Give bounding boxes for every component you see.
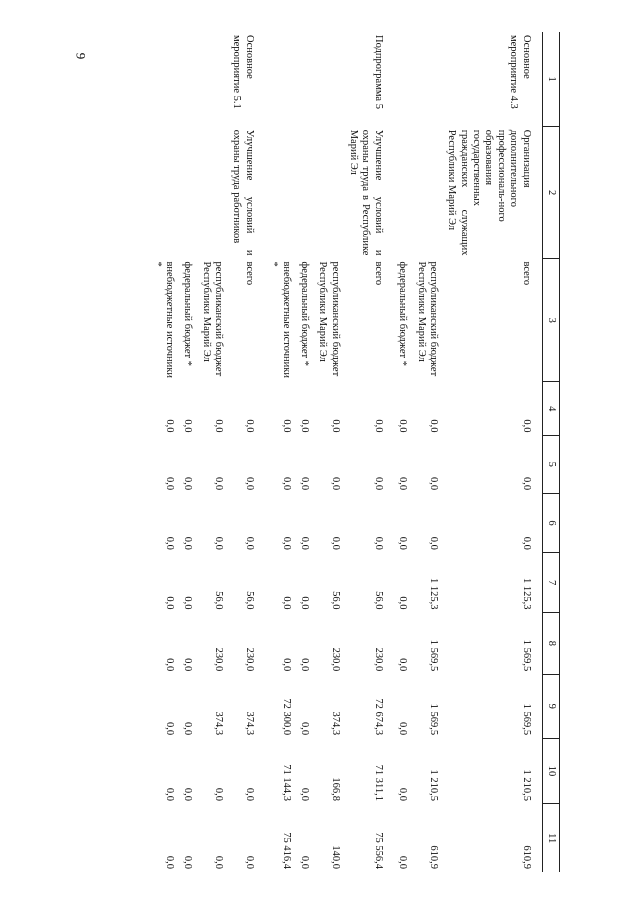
measure-cell	[314, 32, 345, 127]
value-cell: 1 569,5	[428, 639, 439, 672]
description-cell	[197, 127, 228, 259]
value-cell: 0,0	[213, 419, 225, 433]
source-cell: республиканский бюджет Республики Марий Эл	[200, 261, 225, 377]
description-cell	[296, 127, 314, 259]
value-cell: 56,0	[213, 591, 225, 610]
value-cell: 0,0	[243, 536, 255, 550]
source-cell: федеральный бюджет *	[182, 261, 194, 366]
value-cell: 0,0	[372, 419, 384, 433]
value-cell: 0,0	[182, 721, 194, 736]
description-cell: Организация дополнительного профессиональ-ного образования государственных гражданских служащих Республики Марий Эл	[446, 129, 532, 256]
value-cell: 0,0	[164, 855, 175, 869]
value-cell: 0,0	[520, 477, 532, 491]
value-cell: 0,0	[372, 477, 384, 491]
value-cell: 1 125,3	[520, 578, 532, 610]
measure-cell	[179, 32, 197, 127]
value-cell: 0,0	[397, 596, 409, 610]
description-cell	[412, 127, 443, 259]
value-cell: 0,0	[182, 477, 194, 491]
value-cell: 56,0	[243, 591, 255, 610]
description-cell	[265, 127, 296, 259]
table-row	[265, 32, 296, 872]
value-cell: 374,3	[243, 711, 255, 736]
value-cell: 0,0	[329, 536, 341, 550]
source-cell: всего	[520, 261, 532, 286]
measure-cell	[412, 32, 443, 127]
value-cell: 0,0	[164, 536, 175, 550]
value-cell: 0,0	[243, 477, 255, 491]
value-cell: 0,0	[428, 536, 439, 550]
value-cell: 0,0	[299, 721, 310, 736]
measure-cell: Основное мероприятие 5.1	[231, 35, 255, 109]
source-cell: всего	[243, 261, 255, 286]
value-cell: 0,0	[397, 721, 409, 736]
measure-cell	[265, 32, 296, 127]
value-cell: 0,0	[520, 419, 532, 433]
value-cell: 0,0	[372, 536, 384, 550]
value-cell: 0,0	[182, 419, 194, 433]
measure-cell	[148, 32, 179, 127]
col-header: 11	[542, 804, 559, 872]
value-cell: 374,3	[329, 711, 341, 736]
value-cell: 0,0	[299, 855, 310, 869]
value-cell: 56,0	[329, 591, 341, 610]
table-row	[197, 32, 228, 872]
description-cell	[179, 127, 197, 259]
value-cell: 0,0	[182, 855, 194, 869]
value-cell: 0,0	[164, 787, 175, 801]
value-cell: 0,0	[182, 536, 194, 550]
col-header: 7	[542, 553, 559, 613]
measure-cell	[197, 32, 228, 127]
table-row	[412, 32, 443, 872]
value-cell: 0,0	[428, 477, 439, 491]
rotated-page	[90, 32, 560, 872]
value-cell: 0,0	[213, 536, 225, 550]
value-cell: 0,0	[299, 477, 310, 491]
value-cell: 0,0	[299, 596, 310, 610]
value-cell: 0,0	[428, 419, 439, 433]
value-cell: 230,0	[243, 647, 255, 672]
value-cell: 71 311,1	[372, 764, 384, 801]
source-cell: всего	[372, 261, 384, 286]
value-cell: 0,0	[164, 658, 175, 672]
value-cell: 0,0	[280, 477, 292, 491]
source-cell: республиканский бюджет Республики Марий Эл	[415, 261, 439, 377]
value-cell: 610,9	[520, 845, 532, 869]
description-cell	[394, 127, 412, 259]
col-header: 1	[542, 32, 559, 127]
budget-table	[148, 32, 560, 872]
table-row	[179, 32, 197, 872]
value-cell: 1 210,5	[520, 769, 532, 801]
value-cell: 0,0	[164, 419, 175, 433]
description-cell	[314, 127, 345, 259]
table-row	[296, 32, 314, 872]
value-cell: 56,0	[372, 591, 384, 610]
value-cell: 0,0	[397, 787, 409, 801]
value-cell: 72 300,0	[280, 698, 292, 736]
value-cell: 0,0	[329, 477, 341, 491]
value-cell: 75 556,4	[372, 832, 384, 869]
value-cell: 0,0	[299, 419, 310, 433]
value-cell: 1 569,5	[428, 703, 439, 736]
value-cell: 0,0	[213, 477, 225, 491]
value-cell: 0,0	[243, 787, 255, 801]
value-cell: 1 125,3	[428, 578, 439, 610]
value-cell: 1 569,5	[520, 639, 532, 672]
value-cell: 230,0	[372, 647, 384, 672]
value-cell: 0,0	[397, 477, 409, 491]
col-header: 4	[542, 382, 559, 436]
value-cell: 75 416,4	[280, 832, 292, 869]
value-cell: 0,0	[182, 658, 194, 672]
col-header: 6	[542, 493, 559, 553]
col-header: 10	[542, 738, 559, 804]
value-cell: 140,0	[329, 845, 341, 869]
value-cell: 166,8	[329, 777, 341, 801]
measure-cell: Подпрограмма 5	[372, 35, 384, 109]
value-cell: 0,0	[397, 419, 409, 433]
table-row	[394, 32, 412, 872]
value-cell: 0,0	[213, 787, 225, 801]
table-row	[345, 32, 394, 872]
table-row	[443, 32, 542, 872]
value-cell: 0,0	[182, 596, 194, 610]
value-cell: 1 210,5	[428, 769, 439, 801]
measure-cell: Основное мероприятие 4.3	[508, 35, 532, 109]
value-cell: 0,0	[299, 787, 310, 801]
value-cell: 230,0	[213, 647, 225, 672]
value-cell: 0,0	[299, 536, 310, 550]
source-cell: внебюджетные источники *	[151, 261, 175, 378]
value-cell: 0,0	[329, 419, 341, 433]
value-cell: 374,3	[213, 711, 225, 736]
table-row	[228, 32, 265, 872]
value-cell: 0,0	[520, 536, 532, 550]
table-row	[148, 32, 179, 872]
value-cell: 0,0	[280, 419, 292, 433]
measure-cell	[394, 32, 412, 127]
measure-cell	[296, 32, 314, 127]
value-cell: 0,0	[397, 658, 409, 672]
description-cell: Улучшение условий и охраны труда в Республике Марий Эл	[348, 129, 384, 256]
value-cell: 0,0	[164, 721, 175, 736]
value-cell: 71 144,3	[280, 764, 292, 801]
value-cell: 0,0	[397, 855, 409, 869]
value-cell: 0,0	[397, 536, 409, 550]
value-cell: 0,0	[280, 596, 292, 610]
value-cell: 610,9	[428, 845, 439, 869]
value-cell: 0,0	[280, 536, 292, 550]
value-cell: 0,0	[280, 658, 292, 672]
value-cell: 0,0	[243, 419, 255, 433]
col-header: 3	[542, 258, 559, 382]
col-header: 9	[542, 674, 559, 738]
col-header: 5	[542, 435, 559, 493]
value-cell: 0,0	[182, 787, 194, 801]
description-cell: Улучшение условий и охраны труда работников	[231, 129, 255, 256]
col-header: 8	[542, 613, 559, 675]
value-cell: 0,0	[243, 855, 255, 869]
value-cell: 0,0	[164, 596, 175, 610]
source-cell: федеральный бюджет *	[299, 261, 310, 366]
value-cell: 72 674,3	[372, 698, 384, 736]
value-cell: 0,0	[164, 477, 175, 491]
value-cell: 1 569,5	[520, 703, 532, 736]
table-row	[314, 32, 345, 872]
source-cell: внебюджетные источники *	[268, 261, 292, 378]
value-cell: 230,0	[329, 647, 341, 672]
description-cell	[148, 127, 179, 259]
source-cell: федеральный бюджет *	[397, 261, 409, 366]
value-cell: 0,0	[299, 658, 310, 672]
header-row	[542, 32, 559, 872]
page-number: 9	[73, 52, 89, 60]
source-cell: республиканский бюджет Республики Марий Эл	[317, 261, 341, 377]
value-cell: 0,0	[213, 855, 225, 869]
col-header: 2	[542, 127, 559, 259]
